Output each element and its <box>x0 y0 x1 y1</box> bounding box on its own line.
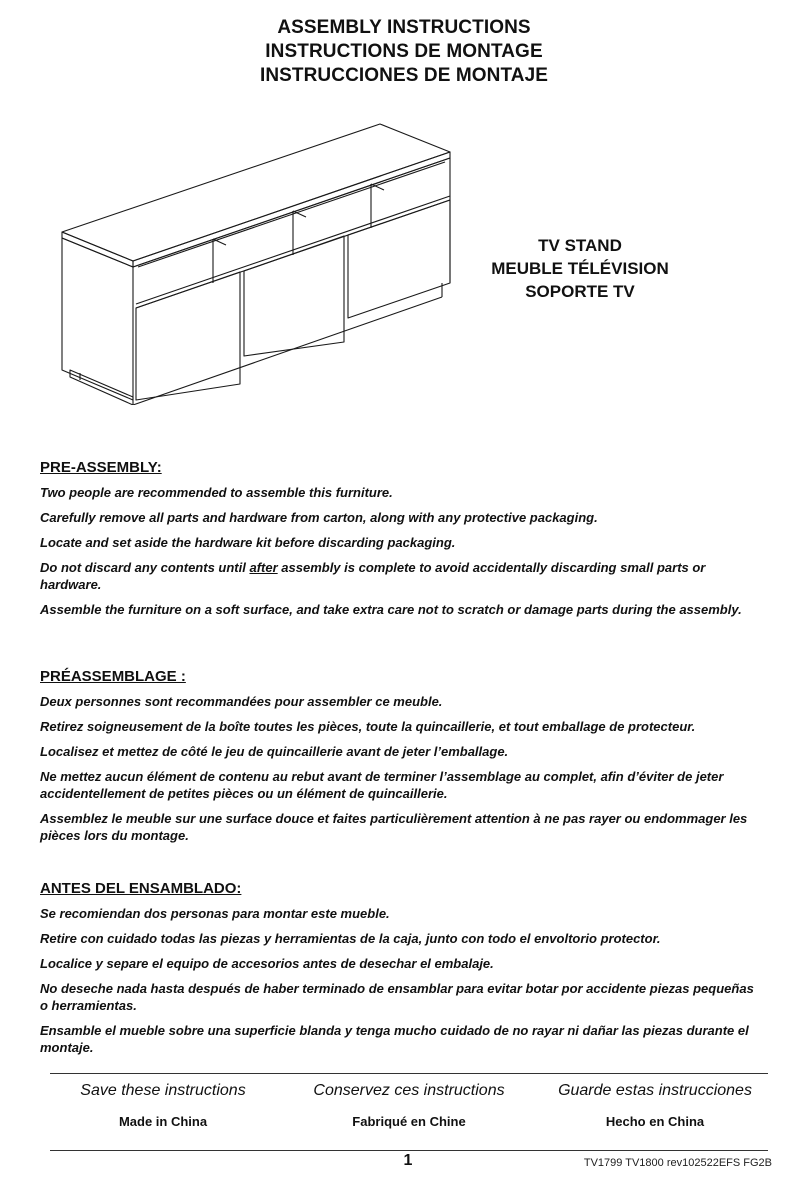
footer-divider-bottom <box>50 1150 768 1151</box>
product-name-english: TV STAND <box>538 236 622 255</box>
pre-assembly-spanish-section <box>40 879 760 1064</box>
pre-assembly-french-section <box>40 667 760 852</box>
instruction-text: assembly is complete to avoid accidentally discarding small parts or hardware. <box>40 560 706 592</box>
product-name-french: MEUBLE TÉLÉVISION <box>491 259 669 278</box>
section-heading: PRÉASSEMBLAGE : <box>40 668 186 685</box>
document-code: TV1799 TV1800 rev102522EFS FG2B <box>583 1157 772 1169</box>
instruction-paragraph: Retire con cuidado todas las piezas y herramientas de la caja, junto con todo el envoltorio protector. <box>40 931 661 946</box>
section-heading: PRE-ASSEMBLY: <box>40 459 162 476</box>
save-instructions-french: Conservez ces instructions <box>313 1082 505 1099</box>
instruction-paragraph: Localice y separe el equipo de accesorios antes de desechar el embalaje. <box>40 956 494 971</box>
instruction-paragraph: Localisez et mettez de côté le jeu de quincaillerie avant de jeter l’emballage. <box>40 744 509 759</box>
footer-divider-top <box>50 1073 768 1074</box>
title-spanish: INSTRUCCIONES DE MONTAJE <box>259 65 549 86</box>
instruction-paragraph: Ne mettez aucun élément de contenu au rebut avant de terminer l’assemblage au complet, afin d’éviter de jeter accidentellement de petites pièces ou un élément de quincaillerie. <box>40 769 724 801</box>
instruction-paragraph <box>40 559 760 593</box>
save-instructions-spanish: Guarde estas instrucciones <box>558 1082 752 1099</box>
pre-assembly-english-section <box>40 458 760 626</box>
title-french: INSTRUCTIONS DE MONTAGE <box>265 41 543 62</box>
section-heading: ANTES DEL ENSAMBLADO: <box>40 880 242 897</box>
instruction-paragraph: No deseche nada hasta después de haber terminado de ensamblar para evitar botar por accidente piezas pequeñas o herramientas. <box>40 981 754 1013</box>
made-in-spanish: Hecho en China <box>605 1114 705 1129</box>
instruction-paragraph: Carefully remove all parts and hardware from carton, along with any protective packaging. <box>40 510 598 525</box>
tv-stand-illustration <box>50 115 470 405</box>
instruction-paragraph: Assemblez le meuble sur une surface douce et faites particulièrement attention à ne pas rayer ou endommager les pièces lors du montage. <box>40 811 748 843</box>
instruction-paragraph: Assemble the furniture on a soft surface, and take extra care not to scratch or damage parts during the assembly. <box>40 602 742 617</box>
instruction-paragraph: Retirez soigneusement de la boîte toutes les pièces, toute la quincaillerie, et tout emballage de protecteur. <box>40 719 696 734</box>
title-english: ASSEMBLY INSTRUCTIONS <box>277 17 531 38</box>
instruction-paragraph: Se recomiendan dos personas para montar este mueble. <box>40 906 390 921</box>
page-number: 1 <box>403 1152 413 1169</box>
instruction-paragraph: Deux personnes sont recommandées pour assembler ce meuble. <box>40 694 443 709</box>
product-name-block <box>470 234 690 303</box>
instruction-paragraph: Two people are recommended to assemble this furniture. <box>40 485 393 500</box>
made-in-english: Made in China <box>118 1114 208 1129</box>
made-in-french: Fabriqué en Chine <box>352 1114 466 1129</box>
document-title-block <box>0 16 808 88</box>
instruction-paragraph: Locate and set aside the hardware kit before discarding packaging. <box>40 535 456 550</box>
save-instructions-row <box>40 1082 778 1100</box>
instruction-text: Do not discard any contents until <box>40 560 250 575</box>
product-name-spanish: SOPORTE TV <box>525 282 635 301</box>
made-in-row <box>40 1114 778 1129</box>
instruction-paragraph: Ensamble el mueble sobre una superficie blanda y tenga mucho cuidado de no rayar ni dañar las piezas durante el montaje. <box>40 1023 749 1055</box>
emphasis-after: after <box>249 560 278 575</box>
save-instructions-english: Save these instructions <box>80 1082 246 1099</box>
